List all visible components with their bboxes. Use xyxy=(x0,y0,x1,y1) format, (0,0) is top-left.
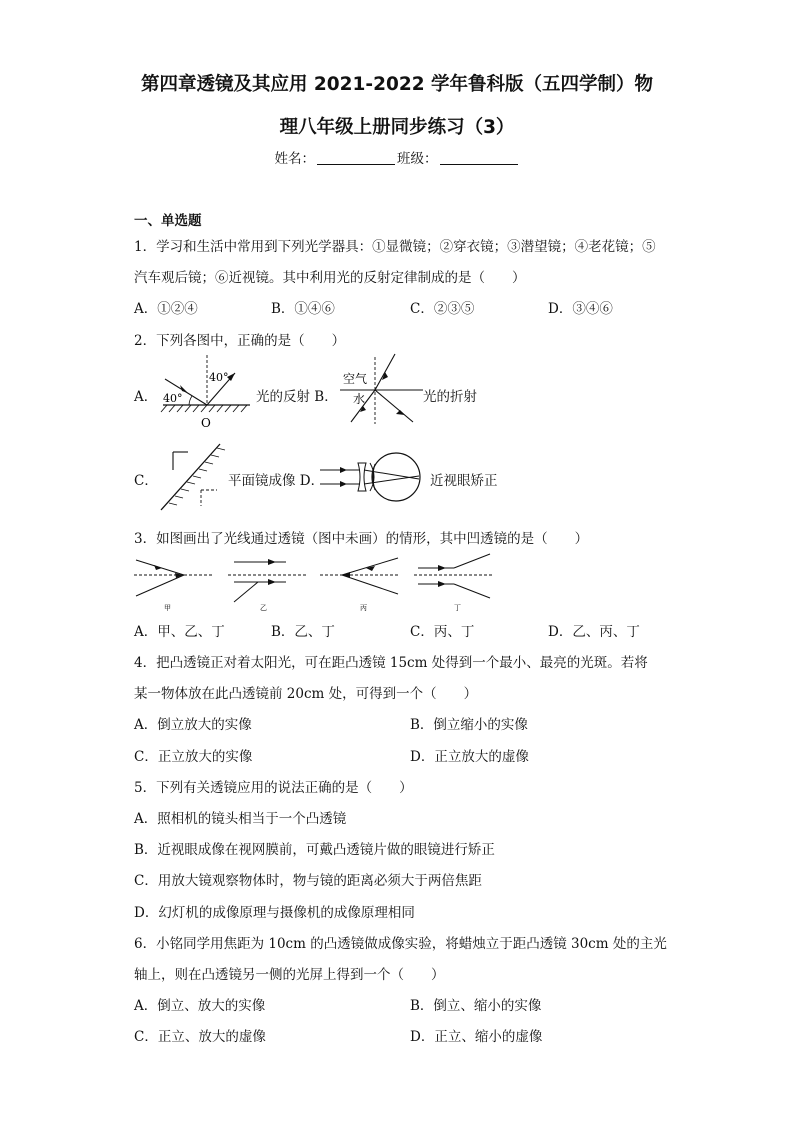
q3-label-yi: 乙 xyxy=(260,604,267,612)
q6-stem-line2: 轴上，则在凸透镜另一侧的光屏上得到一个（ ） xyxy=(134,967,445,983)
name-blank xyxy=(317,151,395,165)
q4-option-d: D．正立放大的虚像 xyxy=(410,749,529,765)
q4-option-b: B．倒立缩小的实像 xyxy=(410,717,528,733)
q3-option-b: B．乙、丁 xyxy=(271,624,335,640)
page-title-line2: 理八年级上册同步练习（3） xyxy=(279,117,515,138)
q2-b-water-label: 水 xyxy=(353,392,366,406)
q6-option-b: B．倒立、缩小的实像 xyxy=(410,998,542,1014)
student-info xyxy=(0,147,794,167)
q3-figure-yi xyxy=(228,550,308,612)
q5-stem: 5．下列有关透镜应用的说法正确的是（ ） xyxy=(134,780,413,796)
q2-figure-refraction xyxy=(335,352,425,427)
q2-a-point-o: O xyxy=(201,416,211,430)
q3-label-bing: 丙 xyxy=(360,604,367,612)
q1-stem-line2: 汽车观后镜；⑥近视镜。其中利用光的反射定律制成的是（ ） xyxy=(134,270,526,286)
q2-figure-plane-mirror xyxy=(155,442,227,514)
q2-c-label: 平面镜成像 D． xyxy=(228,473,325,489)
q2-a-angle-reflection: 40° xyxy=(209,371,229,384)
q5-option-c: C．用放大镜观察物体时，物与镜的距离必须大于两倍焦距 xyxy=(134,873,482,889)
q2-b-air-label: 空气 xyxy=(343,372,368,386)
q4-stem-line2: 某一物体放在此凸透镜前 20cm 处，可得到一个（ ） xyxy=(134,686,478,702)
q5-option-d: D．幻灯机的成像原理与摄像机的成像原理相同 xyxy=(134,905,415,921)
page-title-line1: 第四章透镜及其应用 2021-2022 学年鲁科版（五四学制）物 xyxy=(140,74,654,95)
q6-option-c: C．正立、放大的虚像 xyxy=(134,1029,266,1045)
q2-a-label: 光的反射 B． xyxy=(256,389,338,405)
q1-option-d: D．③④⑥ xyxy=(548,301,613,317)
q3-stem: 3．如图画出了光线通过透镜（图中未画）的情形，其中凹透镜的是（ ） xyxy=(134,531,589,547)
q3-label-ding: 丁 xyxy=(454,604,461,612)
q5-option-a: A．照相机的镜头相当于一个凸透镜 xyxy=(134,811,347,827)
q6-option-a: A．倒立、放大的实像 xyxy=(134,998,266,1014)
q2-figure-myopia-correction xyxy=(318,450,428,505)
q2-stem: 2．下列各图中，正确的是（ ） xyxy=(134,333,346,349)
q6-stem-line1: 6．小铭同学用焦距为 10cm 的凸透镜做成像实验，将蜡烛立于距凸透镜 30cm 处的主光 xyxy=(134,936,667,952)
q2-b-label: 光的折射 xyxy=(423,389,477,405)
q4-option-c: C．正立放大的实像 xyxy=(134,749,253,765)
q3-option-a: A．甲、乙、丁 xyxy=(134,624,225,640)
q3-figure-ding xyxy=(414,550,494,612)
name-label: 姓名： xyxy=(274,151,315,167)
q2-a-angle-incidence: 40° xyxy=(163,392,183,405)
q1-option-b: B．①④⑥ xyxy=(271,301,335,317)
class-blank xyxy=(440,151,518,165)
q2-a-prefix: A． xyxy=(134,389,158,405)
q4-option-a: A．倒立放大的实像 xyxy=(134,717,252,733)
q2-figure-reflection xyxy=(155,355,255,430)
q4-stem-line1: 4．把凸透镜正对着太阳光，可在距凸透镜 15cm 处得到一个最小、最亮的光斑。若将 xyxy=(134,655,648,671)
class-label: 班级： xyxy=(397,151,438,167)
q3-option-d: D．乙、丙、丁 xyxy=(548,624,640,640)
q2-c-prefix: C． xyxy=(134,473,158,489)
q3-figure-bing xyxy=(320,550,402,612)
q2-d-label: 近视眼矫正 xyxy=(430,473,498,489)
q3-label-jia: 甲 xyxy=(164,604,171,612)
q6-option-d: D．正立、缩小的虚像 xyxy=(410,1029,543,1045)
q5-option-b: B．近视眼成像在视网膜前，可戴凸透镜片做的眼镜进行矫正 xyxy=(134,842,495,858)
q1-option-a: A．①②④ xyxy=(134,301,198,317)
q1-option-c: C．②③⑤ xyxy=(410,301,475,317)
q3-figure-jia xyxy=(134,550,214,612)
q1-stem-line1: 1．学习和生活中常用到下列光学器具：①显微镜；②穿衣镜；③潜望镜；④老花镜；⑤ xyxy=(134,239,656,255)
section-title: 一、单选题 xyxy=(134,213,202,229)
q3-option-c: C．丙、丁 xyxy=(410,624,475,640)
